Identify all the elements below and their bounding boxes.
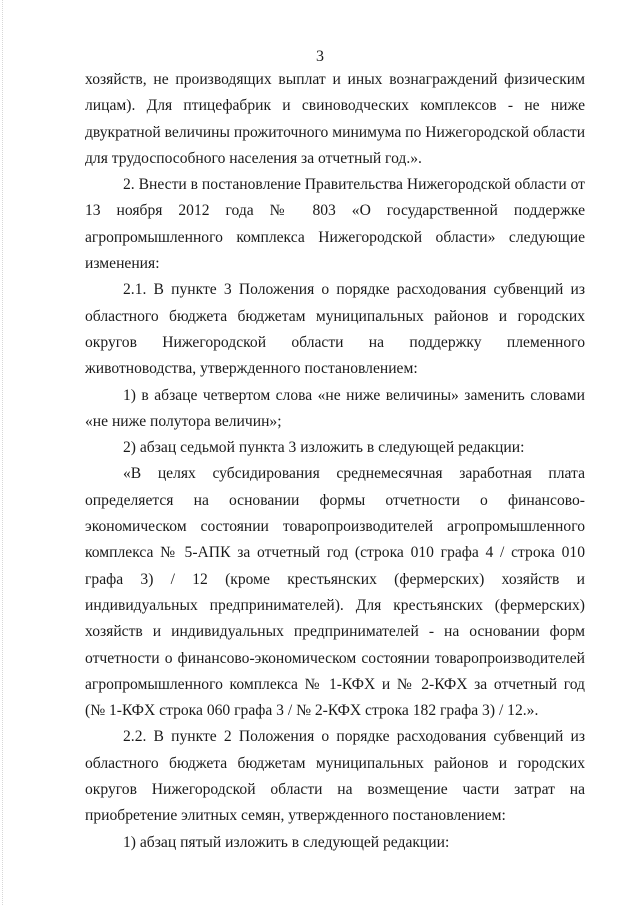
text-line: отчетности о финансово-экономическом состоянии товаропроизводителей [85,649,585,667]
text-line: лицам). Для птицефабрик и свиноводческих комплексов - не ниже [85,97,585,115]
text-line: индивидуальных предпринимателей). Для крестьянских (фермерских) [85,596,585,614]
text-line: изменения: [85,255,160,273]
text-line: графа 3) / 12 (кроме крестьянских (фермерских) хозяйств и [85,570,585,588]
text-line: комплекса № 5-АПК за отчетный год (строка 010 графа 4 / строка 010 [85,544,585,562]
text-line: 1) абзац пятый изложить в следующей редакции: [123,833,450,851]
text-line: областного бюджета бюджетам муниципальных районов и городских [85,307,585,325]
text-line: 13 ноября 2012 года № 803 «О государственной поддержке [85,202,585,220]
text-line: (№ 1-КФХ строка 060 графа 3 / № 2-КФХ строка 182 графа 3) / 12.». [85,702,539,720]
scan-edge-marks [2,0,6,905]
text-line: 2.2. В пункте 2 Положения о порядке расходования субвенций из [123,728,585,746]
text-line: 2. Внести в постановление Правительства Нижегородской области от [123,176,585,194]
text-line: «не ниже полутора величин»; [85,412,282,430]
text-line: 2.1. В пункте 3 Положения о порядке расходования субвенций из [123,281,585,299]
document-body [85,67,585,856]
page-number: 3 [316,48,324,65]
text-line: округов Нижегородской области на возмещение части затрат на [85,781,585,799]
text-line: определяется на основании формы отчетности о финансово- [85,491,585,509]
text-line: экономическом состоянии товаропроизводителей агропромышленного [85,518,585,536]
text-line: 2) абзац седьмой пункта 3 изложить в следующей редакции: [123,439,525,457]
text-line: хозяйств, не производящих выплат и иных вознаграждений физическим [85,71,585,88]
text-line: хозяйств и индивидуальных предпринимателей - на основании форм [85,623,585,641]
text-line: областного бюджета бюджетам муниципальных районов и городских [85,754,585,772]
text-line: агропромышленного комплекса Нижегородской области» следующие [85,228,585,246]
text-line: «В целях субсидирования среднемесячная заработная плата [123,465,585,483]
text-line: агропромышленного комплекса № 1-КФХ и № 2-КФХ за отчетный год [85,675,585,693]
text-line: животноводства, утвержденного постановлением: [85,360,418,378]
text-line: двукратной величины прожиточного минимума по Нижегородской области [85,123,586,141]
text-line: 1) в абзаце четвертом слова «не ниже величины» заменить словами [123,386,585,404]
text-line: округов Нижегородской области на поддержку племенного [85,333,585,351]
text-line: для трудоспособного населения за отчетный год.». [85,149,422,167]
text-line: приобретение элитных семян, утвержденного постановлением: [85,807,506,825]
